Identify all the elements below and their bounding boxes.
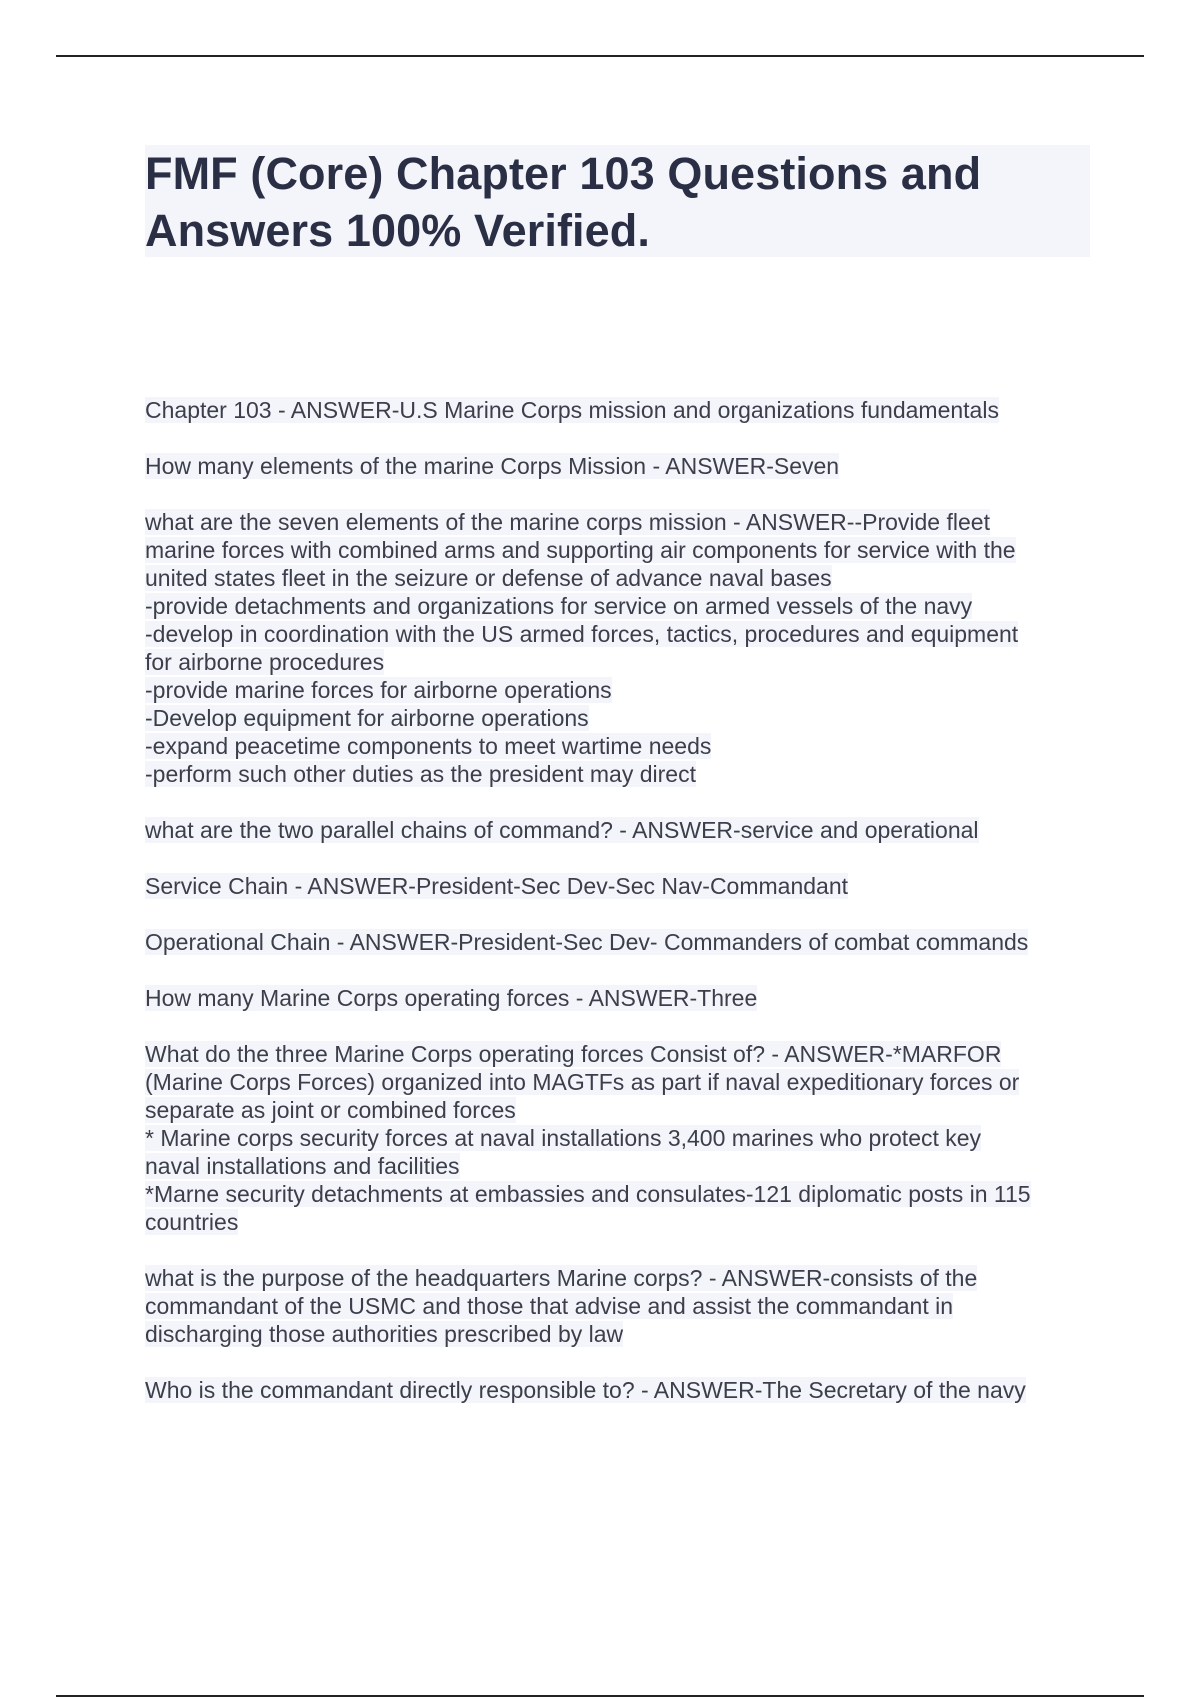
qa-line <box>145 1124 1105 1152</box>
qa-line-text: -perform such other duties as the president may direct <box>145 761 696 787</box>
qa-line-text: what are the two parallel chains of command? - ANSWER-service and operational <box>145 817 979 843</box>
top-divider <box>56 55 1144 57</box>
qa-line-text: countries <box>145 1209 239 1235</box>
qa-line-text: separate as joint or combined forces <box>145 1097 516 1123</box>
qa-list <box>145 396 1105 1432</box>
page-title <box>145 145 1090 259</box>
qa-line <box>145 928 1105 956</box>
qa-entry <box>145 816 1105 844</box>
qa-entry <box>145 872 1105 900</box>
qa-line-text: Chapter 103 - ANSWER-U.S Marine Corps mission and organizations fundamentals <box>145 397 999 423</box>
qa-line <box>145 1180 1105 1208</box>
qa-line <box>145 564 1105 592</box>
qa-entry <box>145 1040 1105 1236</box>
qa-line-text: discharging those authorities prescribed by law <box>145 1321 624 1347</box>
qa-line-text: *Marne security detachments at embassies and consulates-121 diplomatic posts in 115 <box>145 1181 1031 1207</box>
qa-line-text: Who is the commandant directly responsible to? - ANSWER-The Secretary of the navy <box>145 1377 1026 1403</box>
qa-line-text: commandant of the USMC and those that advise and assist the commandant in <box>145 1293 953 1319</box>
qa-line <box>145 816 1105 844</box>
qa-line <box>145 592 1105 620</box>
qa-line-text: (Marine Corps Forces) organized into MAGTFs as part if naval expeditionary forces or <box>145 1069 1020 1095</box>
qa-line <box>145 1096 1105 1124</box>
bottom-divider <box>56 1695 1144 1697</box>
qa-line <box>145 760 1105 788</box>
qa-line-text: naval installations and facilities <box>145 1153 460 1179</box>
title-line: Answers 100% Verified. <box>145 205 650 256</box>
qa-line <box>145 984 1105 1012</box>
qa-line <box>145 1292 1105 1320</box>
qa-line-text: marine forces with combined arms and supporting air components for service with the <box>145 537 1016 563</box>
qa-line-text: -Develop equipment for airborne operations <box>145 705 589 731</box>
qa-line-text: -expand peacetime components to meet wartime needs <box>145 733 712 759</box>
qa-line-text: Service Chain - ANSWER-President-Sec Dev-Sec Nav-Commandant <box>145 873 849 899</box>
qa-line <box>145 1376 1105 1404</box>
qa-line <box>145 676 1105 704</box>
qa-line <box>145 620 1105 648</box>
qa-line-text: united states fleet in the seizure or defense of advance naval bases <box>145 565 832 591</box>
qa-line <box>145 396 1105 424</box>
qa-line <box>145 1040 1105 1068</box>
qa-entry <box>145 396 1105 424</box>
qa-line-text: Operational Chain - ANSWER-President-Sec Dev- Commanders of combat commands <box>145 929 1029 955</box>
qa-line <box>145 536 1105 564</box>
title-block <box>145 145 1090 257</box>
qa-line-text: -provide marine forces for airborne operations <box>145 677 612 703</box>
qa-entry <box>145 1264 1105 1348</box>
qa-line-text: -provide detachments and organizations for service on armed vessels of the navy <box>145 593 973 619</box>
qa-line <box>145 732 1105 760</box>
qa-entry <box>145 928 1105 956</box>
qa-line-text: what is the purpose of the headquarters Marine corps? - ANSWER-consists of the <box>145 1265 978 1291</box>
qa-line <box>145 1152 1105 1180</box>
qa-line-text: How many Marine Corps operating forces - ANSWER-Three <box>145 985 758 1011</box>
qa-line <box>145 1264 1105 1292</box>
title-line: FMF (Core) Chapter 103 Questions and <box>145 148 982 199</box>
qa-line <box>145 1320 1105 1348</box>
qa-line <box>145 648 1105 676</box>
qa-line-text: -develop in coordination with the US armed forces, tactics, procedures and equipment <box>145 621 1019 647</box>
qa-line-text: What do the three Marine Corps operating forces Consist of? - ANSWER-*MARFOR <box>145 1041 1002 1067</box>
qa-line <box>145 1208 1105 1236</box>
qa-line <box>145 1068 1105 1096</box>
qa-entry <box>145 452 1105 480</box>
qa-line <box>145 452 1105 480</box>
qa-line <box>145 508 1105 536</box>
qa-line-text: * Marine corps security forces at naval installations 3,400 marines who protect key <box>145 1125 982 1151</box>
qa-line <box>145 872 1105 900</box>
qa-line-text: what are the seven elements of the marine corps mission - ANSWER--Provide fleet <box>145 509 990 535</box>
qa-line-text: for airborne procedures <box>145 649 385 675</box>
qa-entry <box>145 508 1105 788</box>
qa-line <box>145 704 1105 732</box>
qa-entry <box>145 1376 1105 1404</box>
qa-entry <box>145 984 1105 1012</box>
qa-line-text: How many elements of the marine Corps Mission - ANSWER-Seven <box>145 453 840 479</box>
